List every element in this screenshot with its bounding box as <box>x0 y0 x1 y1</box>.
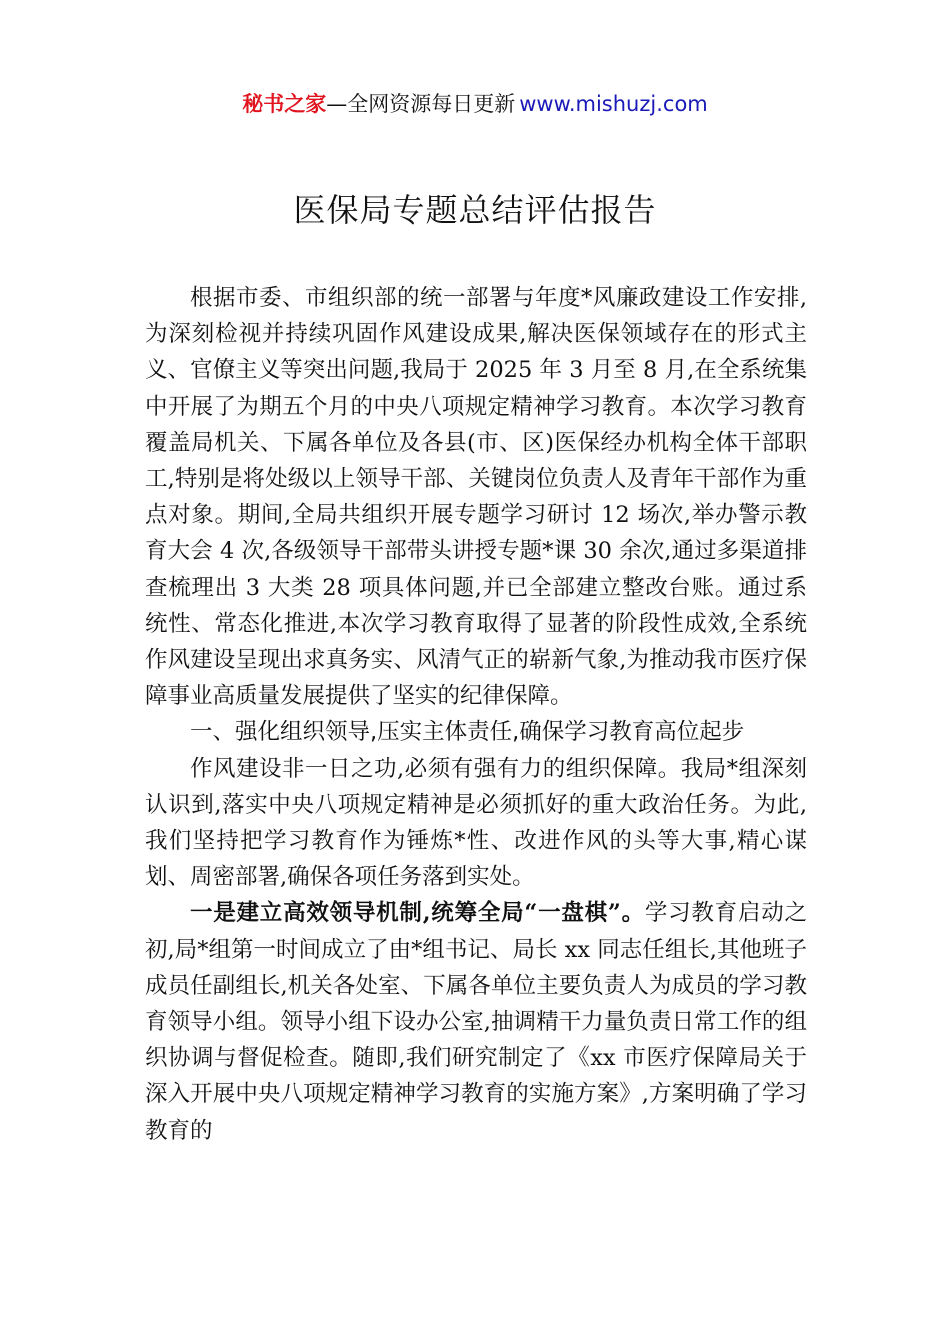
site-brand: 秘书之家 <box>242 92 327 116</box>
section-heading-text: 一、强化组织领导,压实主体责任,确保学习教育高位起步 <box>190 719 745 746</box>
paragraph-text: 作风建设非一日之功,必须有强有力的组织保障。我局*组深刻认识到,落实中央八项规定精神是必须抓好的重大政治任务。为此,我们坚持把学习教育作为锤炼*性、改进作风的头等大事,精心谋划、周密部署,确保各项任务落到实处。 <box>145 755 807 891</box>
paragraph-point-1 <box>145 895 807 1148</box>
paragraph-lead: 一是建立高效领导机制,统筹全局“一盘棋”。 <box>190 900 645 927</box>
paragraph-intro <box>145 280 807 714</box>
site-header <box>0 88 950 120</box>
paragraph-text: 根据市委、市组织部的统一部署与年度*风廉政建设工作安排,为深刻检视并持续巩固作风建设成果,解决医保领域存在的形式主义、官僚主义等突出问题,我局于 2025 年 3 月至 8 月,在全系统集中开展了为期五个月的中央八项规定精神学习教育。本次学习教育覆盖局机关、下属各单位及各县(市、区)医保经办机构全体干部职工,特别是将处级以上领导干部、关键岗位负责人及青年干部作为重点对象。期间,全局共组织开展专题学习研讨 12 场次,举办警示教育大会 4 次,各级领导干部带头讲授专题*课 30 余次,通过多渠道排查梳理出 3 大类 28 项具体问题,并已全部建立整改台账。通过系统性、常态化推进,本次学习教育取得了显著的阶段性成效,全系统作风建设呈现出求真务实、风清气正的崭新气象,为推动我市医疗保障事业高质量发展提供了坚实的纪律保障。 <box>145 285 807 710</box>
paragraph-text: 学习教育启动之初,局*组第一时间成立了由*组书记、局长 xx 同志任组长,其他班子成员任副组长,机关各处室、下属各单位主要负责人为成员的学习教育领导小组。领导小组下设办公室,抽调精干力量负责日常工作的组织协调与督促检查。随即,我们研究制定了《xx 市医疗保障局关于深入开展中央八项规定精神学习教育的实施方案》,方案明确了学习教育的 <box>145 900 807 1144</box>
site-tagline: —全网资源每日更新 <box>326 92 516 116</box>
site-url-link[interactable]: www.mishuzj.com <box>519 92 708 116</box>
paragraph-section-1-intro <box>145 751 807 896</box>
document-title: 医保局专题总结评估报告 <box>293 191 657 229</box>
section-heading-1 <box>145 714 807 750</box>
document-body <box>145 280 807 1149</box>
